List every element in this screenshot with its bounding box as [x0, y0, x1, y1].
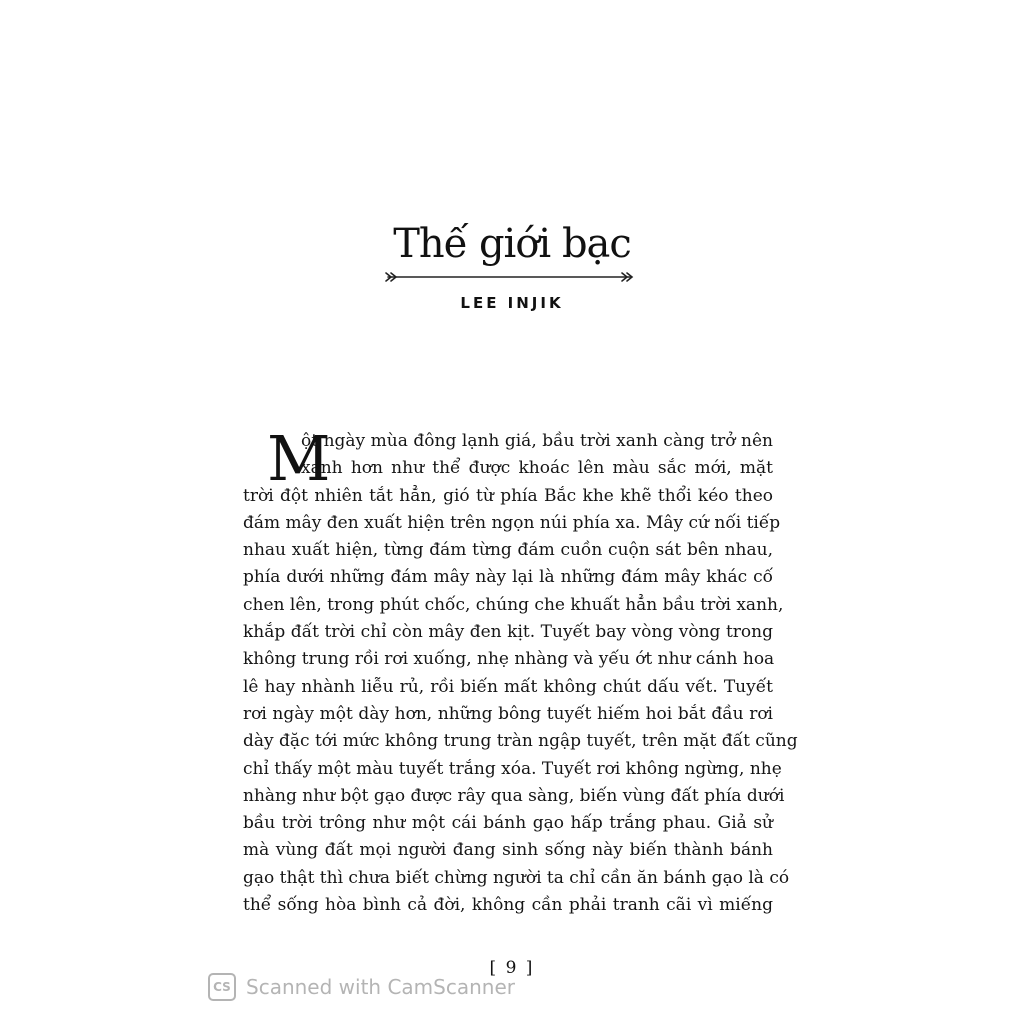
text-line: trời đột nhiên tắt hẳn, gió từ phía Bắc khe khẽ thổi kéo theo — [243, 485, 773, 506]
camscanner-logo-icon: CS — [208, 973, 236, 1001]
text-line: lê hay nhành liễu rủ, rồi biến mất không chút dấu vết. Tuyết — [243, 676, 773, 697]
drop-cap: M — [267, 422, 331, 495]
chapter-title: Thế giới bạc — [393, 221, 631, 267]
text-line: không trung rồi rơi xuống, nhẹ nhàng và yếu ớt như cánh hoa — [243, 649, 775, 670]
author-name: LEE INJIK — [460, 294, 564, 312]
text-line: chen lên, trong phút chốc, chúng che khuất hẳn bầu trời xanh, — [243, 594, 784, 615]
text-line: chỉ thấy một màu tuyết trắng xóa. Tuyết rơi không ngừng, nhẹ — [243, 758, 782, 779]
text-line: dày đặc tới mức không trung tràn ngập tuyết, trên mặt đất cũng — [243, 731, 798, 752]
page-number: [ 9 ] — [489, 958, 535, 978]
text-line: thể sống hòa bình cả đời, không cần phải tranh cãi vì miếng — [243, 895, 773, 916]
text-line: rơi ngày một dày hơn, những bông tuyết hiếm hoi bắt đầu rơi — [243, 703, 773, 724]
text-line: khắp đất trời chỉ còn mây đen kịt. Tuyết bay vòng vòng trong — [243, 622, 773, 643]
text-line: gạo thật thì chưa biết chừng người ta chỉ cần ăn bánh gạo là có — [243, 867, 790, 888]
text-line: nhau xuất hiện, từng đám từng đám cuồn cuộn sát bên nhau, — [243, 540, 773, 561]
text-line: nhàng như bột gạo được rây qua sàng, biến vùng đất phía dưới — [243, 785, 785, 806]
body-text — [243, 422, 798, 919]
text-line: mà vùng đất mọi người đang sinh sống này biến thành bánh — [243, 840, 773, 861]
text-line: ột ngày mùa đông lạnh giá, bầu trời xanh càng trở nên — [301, 431, 773, 451]
text-line: đám mây đen xuất hiện trên ngọn núi phía xa. Mây cứ nối tiếp — [243, 512, 781, 533]
text-line: phía dưới những đám mây này lại là những đám mây khác cố — [243, 567, 773, 588]
camscanner-watermark — [208, 972, 515, 1002]
ornamental-divider — [384, 270, 634, 284]
text-line: xanh hơn như thể được khoác lên màu sắc mới, mặt — [301, 458, 773, 479]
watermark-text: Scanned with CamScanner — [246, 975, 515, 999]
text-line: bầu trời trông như một cái bánh gạo hấp trắng phau. Giả sử — [243, 813, 773, 834]
